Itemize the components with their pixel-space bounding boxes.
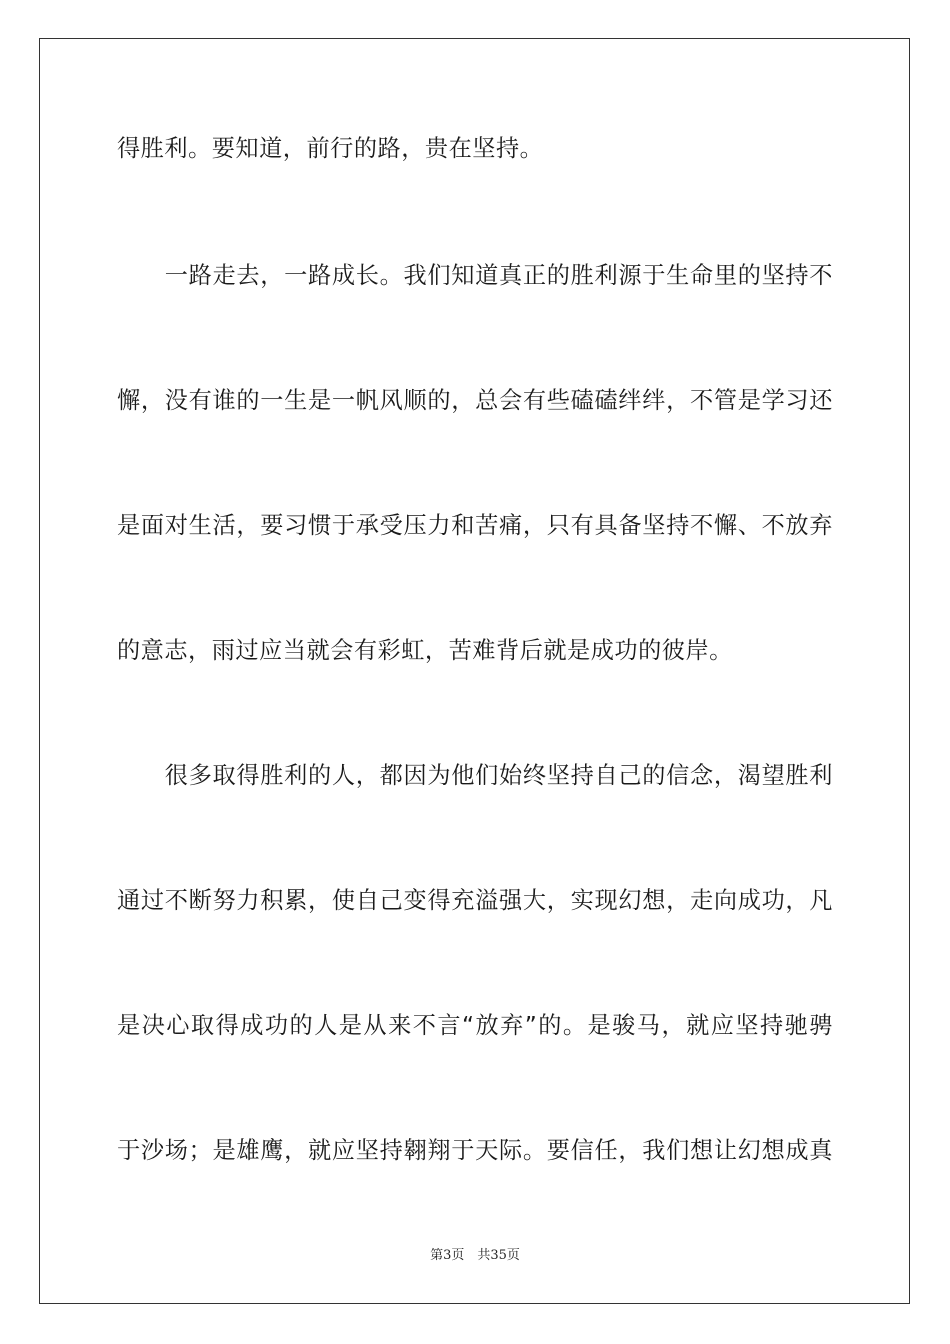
text-line: 是面对生活，要习惯于承受压力和苦痛，只有具备坚持不懈、不放弃 (117, 512, 833, 539)
page-number: 第3页 共35页 (430, 1248, 520, 1263)
text-line: 的意志，雨过应当就会有彩虹，苦难背后就是成功的彼岸。 (117, 637, 733, 664)
page-border (39, 38, 910, 1304)
text-line: 很多取得胜利的人，都因为他们始终坚持自己的信念，渴望胜利 (117, 762, 833, 789)
text-line: 于沙场；是雄鹰，就应坚持翱翔于天际。要信任，我们想让幻想成真 (117, 1137, 833, 1164)
text-line: 懈，没有谁的一生是一帆风顺的，总会有些磕磕绊绊，不管是学习还 (117, 387, 833, 414)
text-line: 通过不断努力积累，使自己变得充溢强大，实现幻想，走向成功，凡 (117, 887, 833, 914)
text-line: 是决心取得成功的人是从来不言“放弃”的。是骏马，就应坚持驰骋 (117, 1012, 833, 1039)
text-line: 一路走去，一路成长。我们知道真正的胜利源于生命里的坚持不 (117, 262, 833, 289)
text-line: 得胜利。要知道，前行的路，贵在坚持。 (117, 135, 544, 162)
